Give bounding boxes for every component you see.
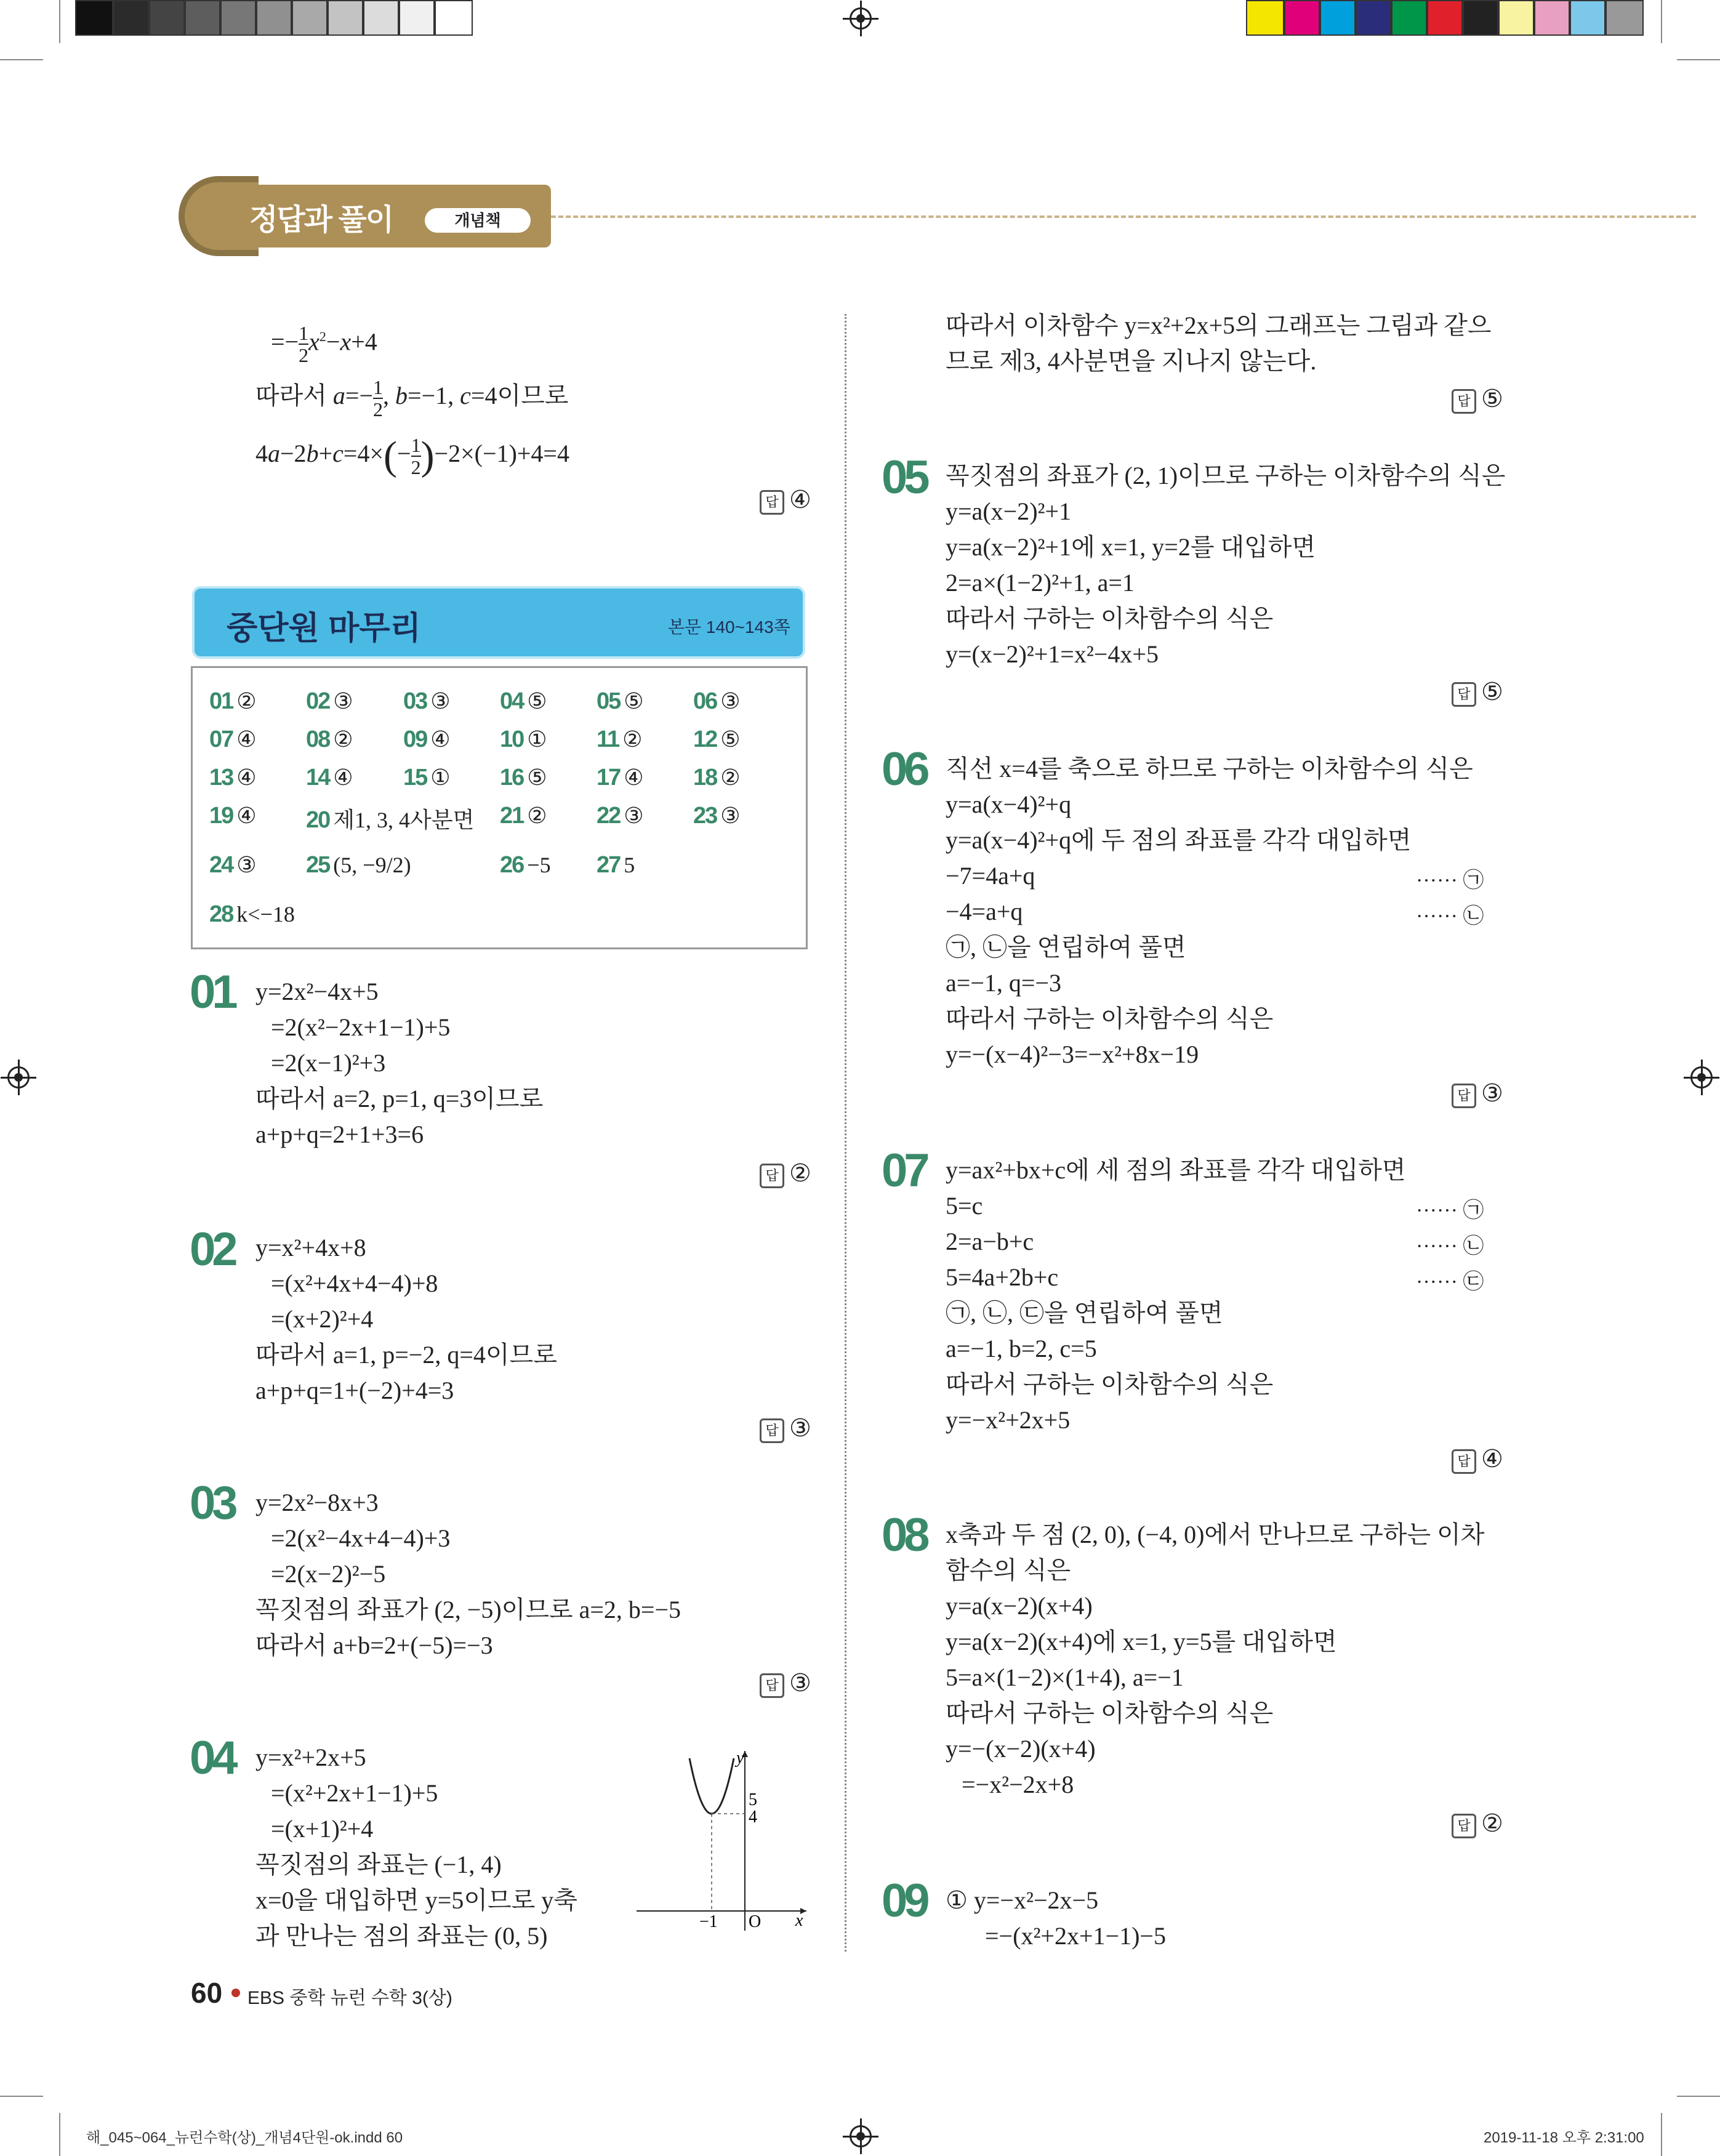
x-axis-label: x xyxy=(795,1911,803,1930)
solution-line: −4=a+q xyxy=(946,898,1023,925)
solution-line: 므로 제3, 4사분면을 지나지 않는다. xyxy=(946,347,1317,375)
equation-label: ······ ㉡ xyxy=(1416,905,1484,928)
solution-line: 따라서 구하는 이차함수의 식은 xyxy=(946,605,1274,632)
answer-item: 05 ⑤ xyxy=(597,688,644,714)
solution-line: y=a(x−2)(x+4) xyxy=(946,1592,1093,1620)
solution-line: y=a(x−2)²+1 xyxy=(946,497,1072,525)
answer-item: 16 ⑤ xyxy=(500,765,547,790)
problem-number: 08 xyxy=(882,1509,926,1561)
solution-line: =2(x−2)²−5 xyxy=(271,1560,386,1588)
solution-line: 직선 x=4를 축으로 하므로 구하는 이차함수의 식은 xyxy=(946,755,1473,782)
answer-item: 15 ① xyxy=(403,765,451,790)
equation-label: ······ ㉠ xyxy=(1416,869,1484,892)
book-title: EBS 중학 뉴런 수학 3(상) xyxy=(247,1988,452,2008)
solution-line: y=a(x−2)²+1에 x=1, y=2를 대입하면 xyxy=(946,533,1316,561)
answer-item: 25 (5, −9/2) xyxy=(306,852,411,878)
answer-item: 01 ② xyxy=(209,688,257,714)
tick-label-neg1: −1 xyxy=(699,1912,718,1931)
solution-line: ㉠, ㉡, ㉢을 연립하여 풀면 xyxy=(946,1299,1223,1327)
file-slug: 해_045~064_뉴런수학(상)_개념4단원-ok.indd 60 xyxy=(86,2130,403,2146)
problem-number: 04 xyxy=(190,1732,235,1784)
solution-line: 2=a−b+c xyxy=(946,1228,1034,1255)
answer-item: 24 ③ xyxy=(209,852,257,878)
summary-title: 중단원 마무리 xyxy=(227,611,421,646)
answer-item: 22 ③ xyxy=(597,803,644,829)
answer-item: 17 ④ xyxy=(597,765,644,790)
registration-mark-top xyxy=(850,7,872,30)
parabola-graph xyxy=(628,1746,813,1937)
problem-number: 06 xyxy=(882,743,926,795)
solution-line: −7=4a+q xyxy=(946,862,1035,890)
solution-line: =2(x−1)²+3 xyxy=(271,1049,386,1077)
problem-number: 09 xyxy=(882,1875,926,1927)
problem-number: 01 xyxy=(190,966,235,1018)
answer-mark: 답 ③ xyxy=(760,1414,811,1443)
answer-item: 03 ③ xyxy=(403,688,451,714)
answer-item: 10 ① xyxy=(500,726,547,752)
page-number: 60 xyxy=(191,1977,223,2009)
equation-label: ······ ㉢ xyxy=(1416,1271,1484,1293)
solution-line: x=0을 대입하면 y=5이므로 y축 xyxy=(255,1886,577,1914)
answer-mark: 답 ⑤ xyxy=(1452,677,1503,707)
solution-line: a+p+q=1+(−2)+4=3 xyxy=(255,1377,454,1404)
solution-line: ㉠, ㉡을 연립하여 풀면 xyxy=(946,933,1186,961)
solution-line: 과 만나는 점의 좌표는 (0, 5) xyxy=(255,1922,548,1950)
solution-line: a=−1, q=−3 xyxy=(946,969,1061,997)
answer-mark: 답 ④ xyxy=(760,485,811,515)
solution-line: 함수의 식은 xyxy=(946,1556,1071,1584)
answer-mark: 답 ⑤ xyxy=(1452,384,1503,414)
solution-line: y=a(x−2)(x+4)에 x=1, y=5를 대입하면 xyxy=(946,1628,1337,1655)
solution-line: =(x+2)²+4 xyxy=(271,1305,374,1333)
answer-item: 14 ④ xyxy=(306,765,353,790)
solution-line: x축과 두 점 (2, 0), (−4, 0)에서 만나므로 구하는 이차 xyxy=(946,1521,1485,1548)
tick-label-4: 4 xyxy=(749,1808,757,1827)
solution-line: y=2x²−4x+5 xyxy=(255,978,379,1005)
registration-mark-right xyxy=(1690,1066,1713,1088)
solution-line: =−x²−2x+8 xyxy=(962,1771,1074,1798)
equation-label: ······ ㉠ xyxy=(1416,1199,1484,1222)
solution-line: 5=a×(1−2)×(1+4), a=−1 xyxy=(946,1663,1184,1691)
answer-mark: 답 ③ xyxy=(760,1668,811,1698)
solution-line: a=−1, b=2, c=5 xyxy=(946,1335,1097,1362)
solution-line: y=2x²−8x+3 xyxy=(255,1489,379,1516)
solution-line: ① y=−x²−2x−5 xyxy=(946,1886,1099,1914)
solution-line: 따라서 a=1, p=−2, q=4이므로 xyxy=(255,1341,557,1369)
solution-line: 꼭짓점의 좌표는 (−1, 4) xyxy=(255,1851,502,1878)
problem-number: 05 xyxy=(882,451,926,504)
equation-label: ······ ㉡ xyxy=(1416,1235,1484,1258)
problem-number: 02 xyxy=(190,1223,235,1276)
solution-line: 따라서 a=2, p=1, q=3이므로 xyxy=(255,1085,544,1112)
solution-line: y=a(x−4)²+q에 두 점의 좌표를 각각 대입하면 xyxy=(946,826,1412,854)
answer-mark: 답 ② xyxy=(1452,1809,1503,1838)
solution-line: =− $\frac{1}{2}$ $x^2-x+4$ xyxy=(271,322,377,367)
solution-line: 꼭짓점의 좌표가 (2, 1)이므로 구하는 이차함수의 식은 xyxy=(946,462,1506,489)
solution-line: y=x²+4x+8 xyxy=(255,1234,366,1261)
header-tag: 개념책 xyxy=(425,208,531,233)
solution-line: =(x²+2x+1−1)+5 xyxy=(271,1779,438,1807)
answer-item: 20 제1, 3, 4사분면 xyxy=(306,807,475,833)
answer-item: 11 ② xyxy=(597,726,643,752)
y-axis-label: y xyxy=(736,1748,744,1768)
problem-number: 03 xyxy=(190,1477,235,1529)
solution-line: y=x²+2x+5 xyxy=(255,1744,366,1771)
solution-line: =2(x²−2x+1−1)+5 xyxy=(271,1013,451,1041)
answer-item: 04 ⑤ xyxy=(500,688,547,714)
summary-page-ref: 본문 140~143쪽 xyxy=(668,617,790,637)
answer-item: 09 ④ xyxy=(403,726,451,752)
registration-mark-left xyxy=(7,1066,30,1088)
answer-item: 23 ③ xyxy=(693,803,741,829)
answer-item: 19 ④ xyxy=(209,803,257,829)
answer-item: 21 ② xyxy=(500,803,547,829)
answer-item: 27 5 xyxy=(597,852,635,878)
tick-label-5: 5 xyxy=(749,1790,757,1809)
registration-mark-bottom xyxy=(850,2125,872,2147)
solution-line: 4a−2b+c=4×(− $\frac{1}{2}$ )−2×(−1)+4=4 xyxy=(255,433,569,478)
answer-item: 06 ③ xyxy=(693,688,741,714)
solution-line: =2(x²−4x+4−4)+3 xyxy=(271,1524,451,1552)
problem-number: 07 xyxy=(882,1144,926,1197)
answer-item: 08 ② xyxy=(306,726,353,752)
answer-item: 13 ④ xyxy=(209,765,257,790)
answer-item: 07 ④ xyxy=(209,726,257,752)
origin-label: O xyxy=(749,1912,762,1931)
answer-item: 12 ⑤ xyxy=(693,726,741,752)
solution-line: =(x+1)²+4 xyxy=(271,1815,374,1843)
solution-line: 따라서 a+b=2+(−5)=−3 xyxy=(255,1631,493,1659)
column-divider xyxy=(845,314,846,1952)
solution-line: =−(x²+2x+1−1)−5 xyxy=(985,1922,1166,1950)
solution-line: y=a(x−4)²+q xyxy=(946,790,1072,818)
answer-mark: 답 ④ xyxy=(1452,1444,1503,1474)
print-timestamp: 2019-11-18 오후 2:31:00 xyxy=(1484,2130,1644,2146)
solution-line: 꼭짓점의 좌표가 (2, −5)이므로 a=2, b=−5 xyxy=(255,1596,681,1623)
solution-line: 따라서 a=− $\frac{1}{2}$ , b=−1, c=4이므로 xyxy=(255,376,569,420)
solution-line: a+p+q=2+1+3=6 xyxy=(255,1120,424,1148)
solution-line: y=−x²+2x+5 xyxy=(946,1406,1071,1434)
answer-mark: 답 ③ xyxy=(1452,1079,1503,1108)
answer-item: 18 ② xyxy=(693,765,741,790)
solution-line: 따라서 구하는 이차함수의 식은 xyxy=(946,1370,1274,1398)
solution-line: 따라서 구하는 이차함수의 식은 xyxy=(946,1699,1274,1727)
solution-line: y=−(x−2)(x+4) xyxy=(946,1735,1096,1763)
solution-line: 5=c xyxy=(946,1192,983,1220)
solution-line: 5=4a+2b+c xyxy=(946,1263,1059,1291)
solution-line: y=ax²+bx+c에 세 점의 좌표를 각각 대입하면 xyxy=(946,1156,1406,1184)
solution-line: 따라서 이차함수 y=x²+2x+5의 그래프는 그림과 같으 xyxy=(946,312,1492,339)
answer-mark: 답 ② xyxy=(760,1159,811,1188)
solution-line: y=−(x−4)²−3=−x²+8x−19 xyxy=(946,1040,1199,1068)
solution-line: 따라서 구하는 이차함수의 식은 xyxy=(946,1005,1274,1032)
solution-line: 2=a×(1−2)²+1, a=1 xyxy=(946,569,1135,597)
answer-item: 28 k<−18 xyxy=(209,901,295,927)
solution-line: y=(x−2)²+1=x²−4x+5 xyxy=(946,640,1159,668)
answer-item: 02 ③ xyxy=(306,688,353,714)
answer-item: 26 −5 xyxy=(500,852,551,878)
solution-line: =(x²+4x+4−4)+8 xyxy=(271,1269,438,1297)
header-title: 정답과 풀이 xyxy=(249,204,393,236)
